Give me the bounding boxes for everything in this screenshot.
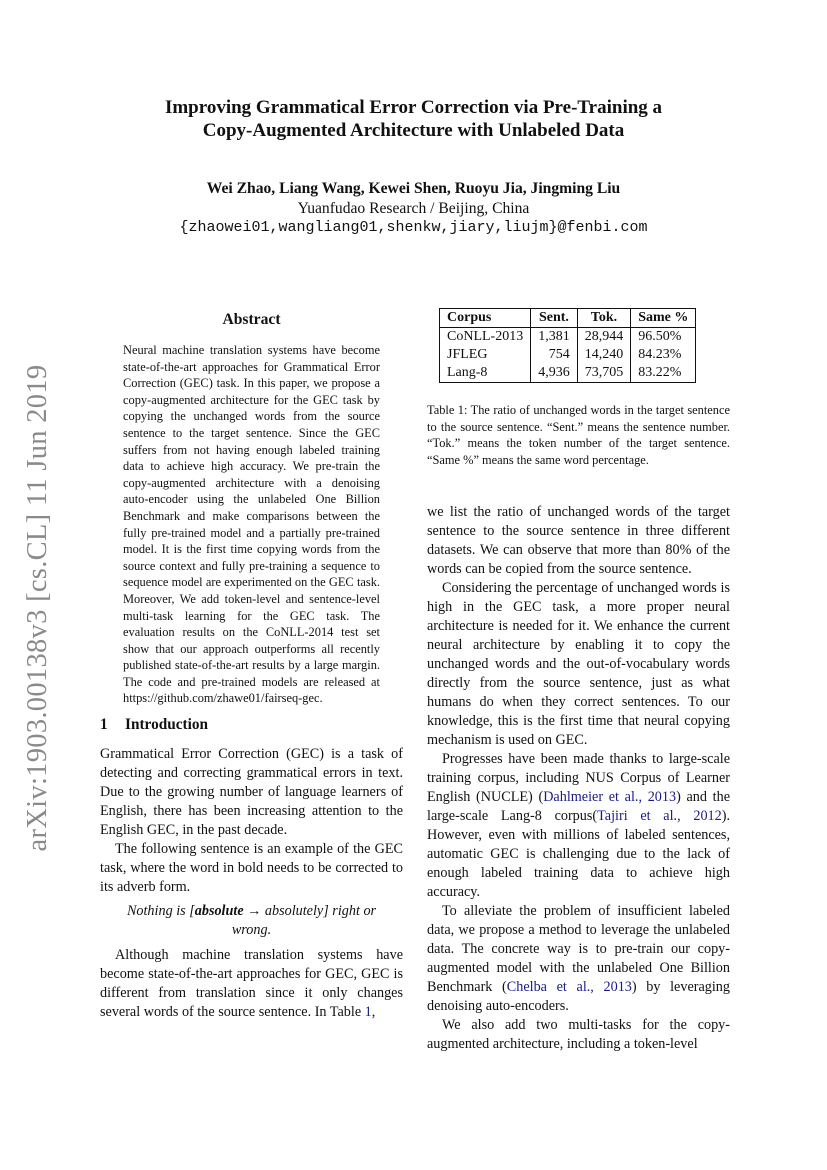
- table-header: Corpus: [440, 309, 531, 328]
- section-number: 1: [100, 716, 108, 734]
- p4-text-a: To alleviate the problem of insufficient labeled data, we propose a method to leverage the unlabeled data. The concrete way is to pre-train our copy-augmented model with the unlabeled One Billion Benchmark (: [427, 903, 730, 996]
- table-cell: 96.50%: [631, 328, 696, 347]
- table-cell: 14,240: [577, 346, 631, 364]
- table-header: Tok.: [577, 309, 631, 328]
- left-column: [100, 300, 403, 1022]
- p3-text: Although machine translation systems have become state-of-the-art approaches for GEC, GEC is different from translation since it only changes several words of the source sentence. In Table: [100, 947, 403, 1021]
- corpus-table: [439, 308, 696, 383]
- example-suffix: ] right or wrong.: [231, 903, 377, 939]
- table-cell: Lang-8: [440, 364, 531, 383]
- table-caption: Table 1: The ratio of unchanged words in the target sentence to the source sentence. “Sent.” means the sentence number. “Tok.” means the token number of the target sentence. “Same %” means the same word percentage.: [427, 403, 730, 467]
- table-cell: 754: [531, 346, 578, 364]
- citation-link-chelba[interactable]: Chelba et al., 2013: [506, 979, 632, 996]
- table-row: [440, 346, 696, 364]
- p4-text-b: ) by leveraging denoising auto-encoders.: [427, 979, 730, 1015]
- example-error-word: absolute: [194, 903, 244, 920]
- title-line-1: Improving Grammatical Error Correction via Pre-Training a: [164, 97, 663, 118]
- table-cell: 84.23%: [631, 346, 696, 364]
- right-column: [427, 300, 730, 1054]
- arxiv-stamp-text: arXiv:1903.00138v3 [cs.CL] 11 Jun 2019: [22, 364, 53, 852]
- p3-end: ,: [371, 1004, 376, 1021]
- paper-title: [100, 96, 727, 142]
- table-row: [440, 328, 696, 347]
- right-paragraph-5: We also add two multi-tasks for the copy-augmented architecture, including a token-level: [427, 1017, 730, 1053]
- table-reference-link[interactable]: 1: [364, 1004, 372, 1021]
- table-cell: JFLEG: [440, 346, 531, 364]
- intro-paragraph-2: The following sentence is an example of the GEC task, where the word in bold needs to be corrected to its adverb form.: [100, 841, 403, 896]
- p3-text-a: Progresses have been made thanks to large-scale training corpus, including NUS Corpus of Learner English (NUCLE) (: [427, 751, 730, 806]
- right-paragraph-3: [427, 750, 730, 902]
- arxiv-stamp: [18, 364, 58, 852]
- author-emails: {zhaowei01,wangliang01,shenkw,jiary,liujm}@fenbi.com: [179, 219, 648, 236]
- table-cell: 1,381: [531, 328, 578, 347]
- abstract-heading: Abstract: [222, 311, 281, 328]
- title-line-2: Copy-Augmented Architecture with Unlabeled Data: [202, 120, 625, 141]
- intro-paragraph-1: Grammatical Error Correction (GEC) is a task of detecting and correcting grammatical errors in text. Due to the growing number of language learners of English, there has been increasing attention to the English GEC, in the past decade.: [100, 746, 403, 839]
- right-paragraph-1: we list the ratio of unchanged words of the target sentence to the source sentence in three different datasets. We can observe that more than 80% of the words can be copied from the source sentence.: [427, 504, 730, 578]
- arrow-icon: →: [243, 903, 265, 920]
- section-heading-introduction: [100, 715, 403, 735]
- authors: Wei Zhao, Liang Wang, Kewei Shen, Ruoyu Jia, Jingming Liu: [206, 180, 621, 197]
- right-paragraph-2: Considering the percentage of unchanged words is high in the GEC task, a more proper neural architecture is needed for it. We enhance the current neural architecture by enabling it to copy the unchanged words and the out-of-vocabulary words directly from the source sentence, just as what humans do when they correct sentences. To our knowledge, this is the first time that neural copying mechanism is used on GEC.: [427, 580, 730, 749]
- citation-link-dahlmeier[interactable]: Dahlmeier et al., 2013: [543, 789, 677, 806]
- table-row: [440, 364, 696, 383]
- table-cell: 73,705: [577, 364, 631, 383]
- table-cell: 4,936: [531, 364, 578, 383]
- example-prefix: Nothing is [: [126, 903, 195, 920]
- affiliation: Yuanfudao Research / Beijing, China: [297, 200, 530, 217]
- table-cell: CoNLL-2013: [440, 328, 531, 347]
- table-cell: 28,944: [577, 328, 631, 347]
- citation-link-tajiri[interactable]: Tajiri et al., 2012: [597, 808, 722, 825]
- table-cell: 83.22%: [631, 364, 696, 383]
- abstract-body: Neural machine translation systems have become state-of-the-art approaches for Grammatical Error Correction (GEC) task. In this paper, we propose a copy-augmented architecture for the GEC task by copying the unchanged words from the source sentence to the target sentence. Since the GEC suffers from not having enough labeled training data to achieve high accuracy. We pre-train the copy-augmented architecture with a denoising auto-encoder using the unlabeled One Billion Benchmark and make comparisons between the fully pre-trained model and a partially pre-trained model. It is the first time copying words from the source context and fully pre-training a sequence to sequence model are experimented on the GEC task. Moreover, We add token-level and sentence-level multi-task learning for the GEC task. The evaluation results on the CoNLL-2014 test set show that our approach outperforms all recently published state-of-the-art results by a large margin. The code and pre-trained models are released at https://github.com/zhawe01/fairseq-gec.: [123, 343, 380, 706]
- example-corrected-word: absolutely: [264, 903, 324, 920]
- intro-paragraph-3: [100, 946, 403, 1022]
- section-title: Introduction: [125, 716, 209, 734]
- p3-text-c: ). However, even with millions of labeled sentences, automatic GEC is challenging due to the lack of enough labeled training data to achieve high accuracy.: [427, 808, 731, 901]
- table-header: Sent.: [531, 309, 578, 328]
- p3-text-b: ) and the large-scale Lang-8 corpus(: [427, 789, 730, 825]
- example-sentence: [110, 902, 393, 940]
- table-header-row: [440, 309, 696, 328]
- right-column-body: [427, 503, 730, 1054]
- right-paragraph-4: [427, 902, 730, 1016]
- table-header: Same %: [631, 309, 696, 328]
